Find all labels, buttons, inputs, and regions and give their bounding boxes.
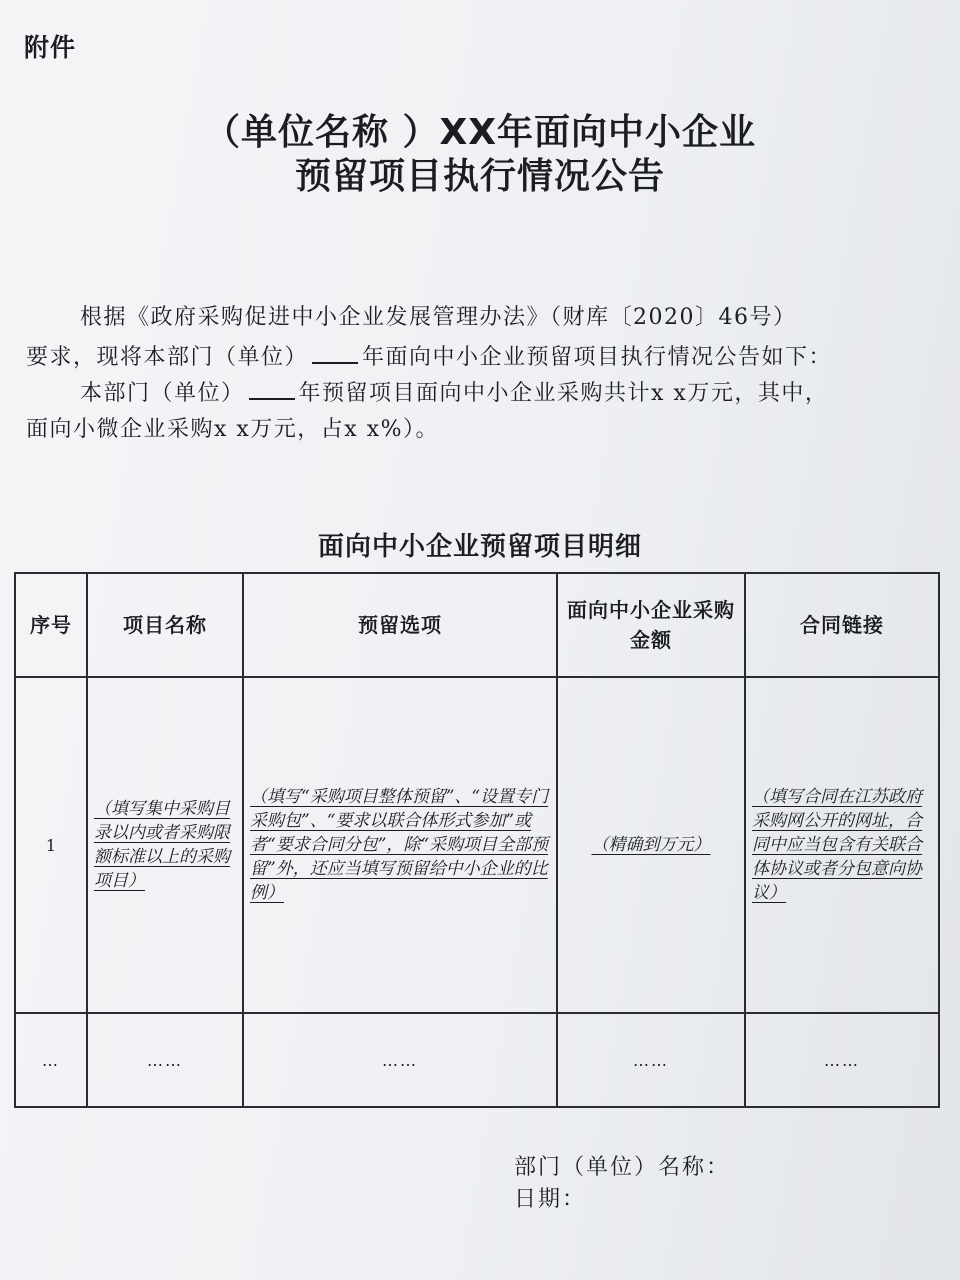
cell-option-more: …… xyxy=(243,1013,557,1107)
header-project-name: 项目名称 xyxy=(87,573,243,677)
paragraph-1-line-2-start: 要求，现将本部门（单位） xyxy=(26,345,309,370)
note-reserve-option: （填写“采购项目整体预留”、“设置专门采购包”、“要求以联合体形式参加”或者“要求合同分包”，除“采购项目全部预留”外，还应当填写预留给中小企业的比例） xyxy=(250,787,549,903)
paragraph-2-line-1 xyxy=(80,376,828,407)
note-project-name: （填写集中采购目录以内或者采购限额标准以上的采购项目） xyxy=(94,799,230,891)
year-blank-1 xyxy=(312,344,358,364)
note-amount: （精确到万元） xyxy=(591,835,711,855)
header-amount: 面向中小企业采购金额 xyxy=(557,573,745,677)
cell-name-more: …… xyxy=(87,1013,243,1107)
title-line-1: （单位名称 ）XX年面向中小企业 xyxy=(203,112,757,153)
note-contract-link: （填写合同在江苏政府采购网公开的网址，合同中应当包含有关联合体协议或者分包意向协议） xyxy=(752,787,922,903)
cell-seq: 1 xyxy=(15,677,87,1013)
paragraph-1-line-2-end: 年面向中小企业预留项目执行情况公告如下： xyxy=(362,345,833,370)
header-contract-link: 合同链接 xyxy=(745,573,939,677)
detail-table xyxy=(14,572,940,1108)
table-header-row xyxy=(15,573,939,677)
cell-seq-more: … xyxy=(15,1013,87,1107)
date-label: 日期： xyxy=(514,1187,587,1212)
year-blank-2 xyxy=(249,380,295,400)
header-seq: 序号 xyxy=(15,573,87,677)
table-title: 面向中小企业预留项目明细 xyxy=(317,532,642,562)
cell-contract-link xyxy=(745,677,939,1013)
attachment-label: 附件 xyxy=(24,33,77,62)
paragraph-2-line-1-end: 年预留项目面向中小企业采购共计x x万元，其中， xyxy=(298,381,829,406)
cell-project-name xyxy=(87,677,243,1013)
title-line-2: 预留项目执行情况公告 xyxy=(294,156,665,197)
paragraph-2-line-2: 面向小微企业采购x x万元，占x x%）。 xyxy=(26,417,440,442)
cell-amount-more: …… xyxy=(557,1013,745,1107)
cell-reserve-option xyxy=(243,677,557,1013)
table-row xyxy=(15,677,939,1013)
header-reserve-option: 预留选项 xyxy=(243,573,557,677)
cell-amount xyxy=(557,677,745,1013)
paragraph-1-line-2 xyxy=(26,340,832,371)
cell-link-more: …… xyxy=(745,1013,939,1107)
paragraph-2-line-1-start: 本部门（单位） xyxy=(80,381,245,406)
department-name-label: 部门（单位）名称： xyxy=(514,1155,731,1180)
paragraph-1-line-1: 根据《政府采购促进中小企业发展管理办法》（财库〔2020〕46号） xyxy=(80,305,797,330)
table-row xyxy=(15,1013,939,1107)
